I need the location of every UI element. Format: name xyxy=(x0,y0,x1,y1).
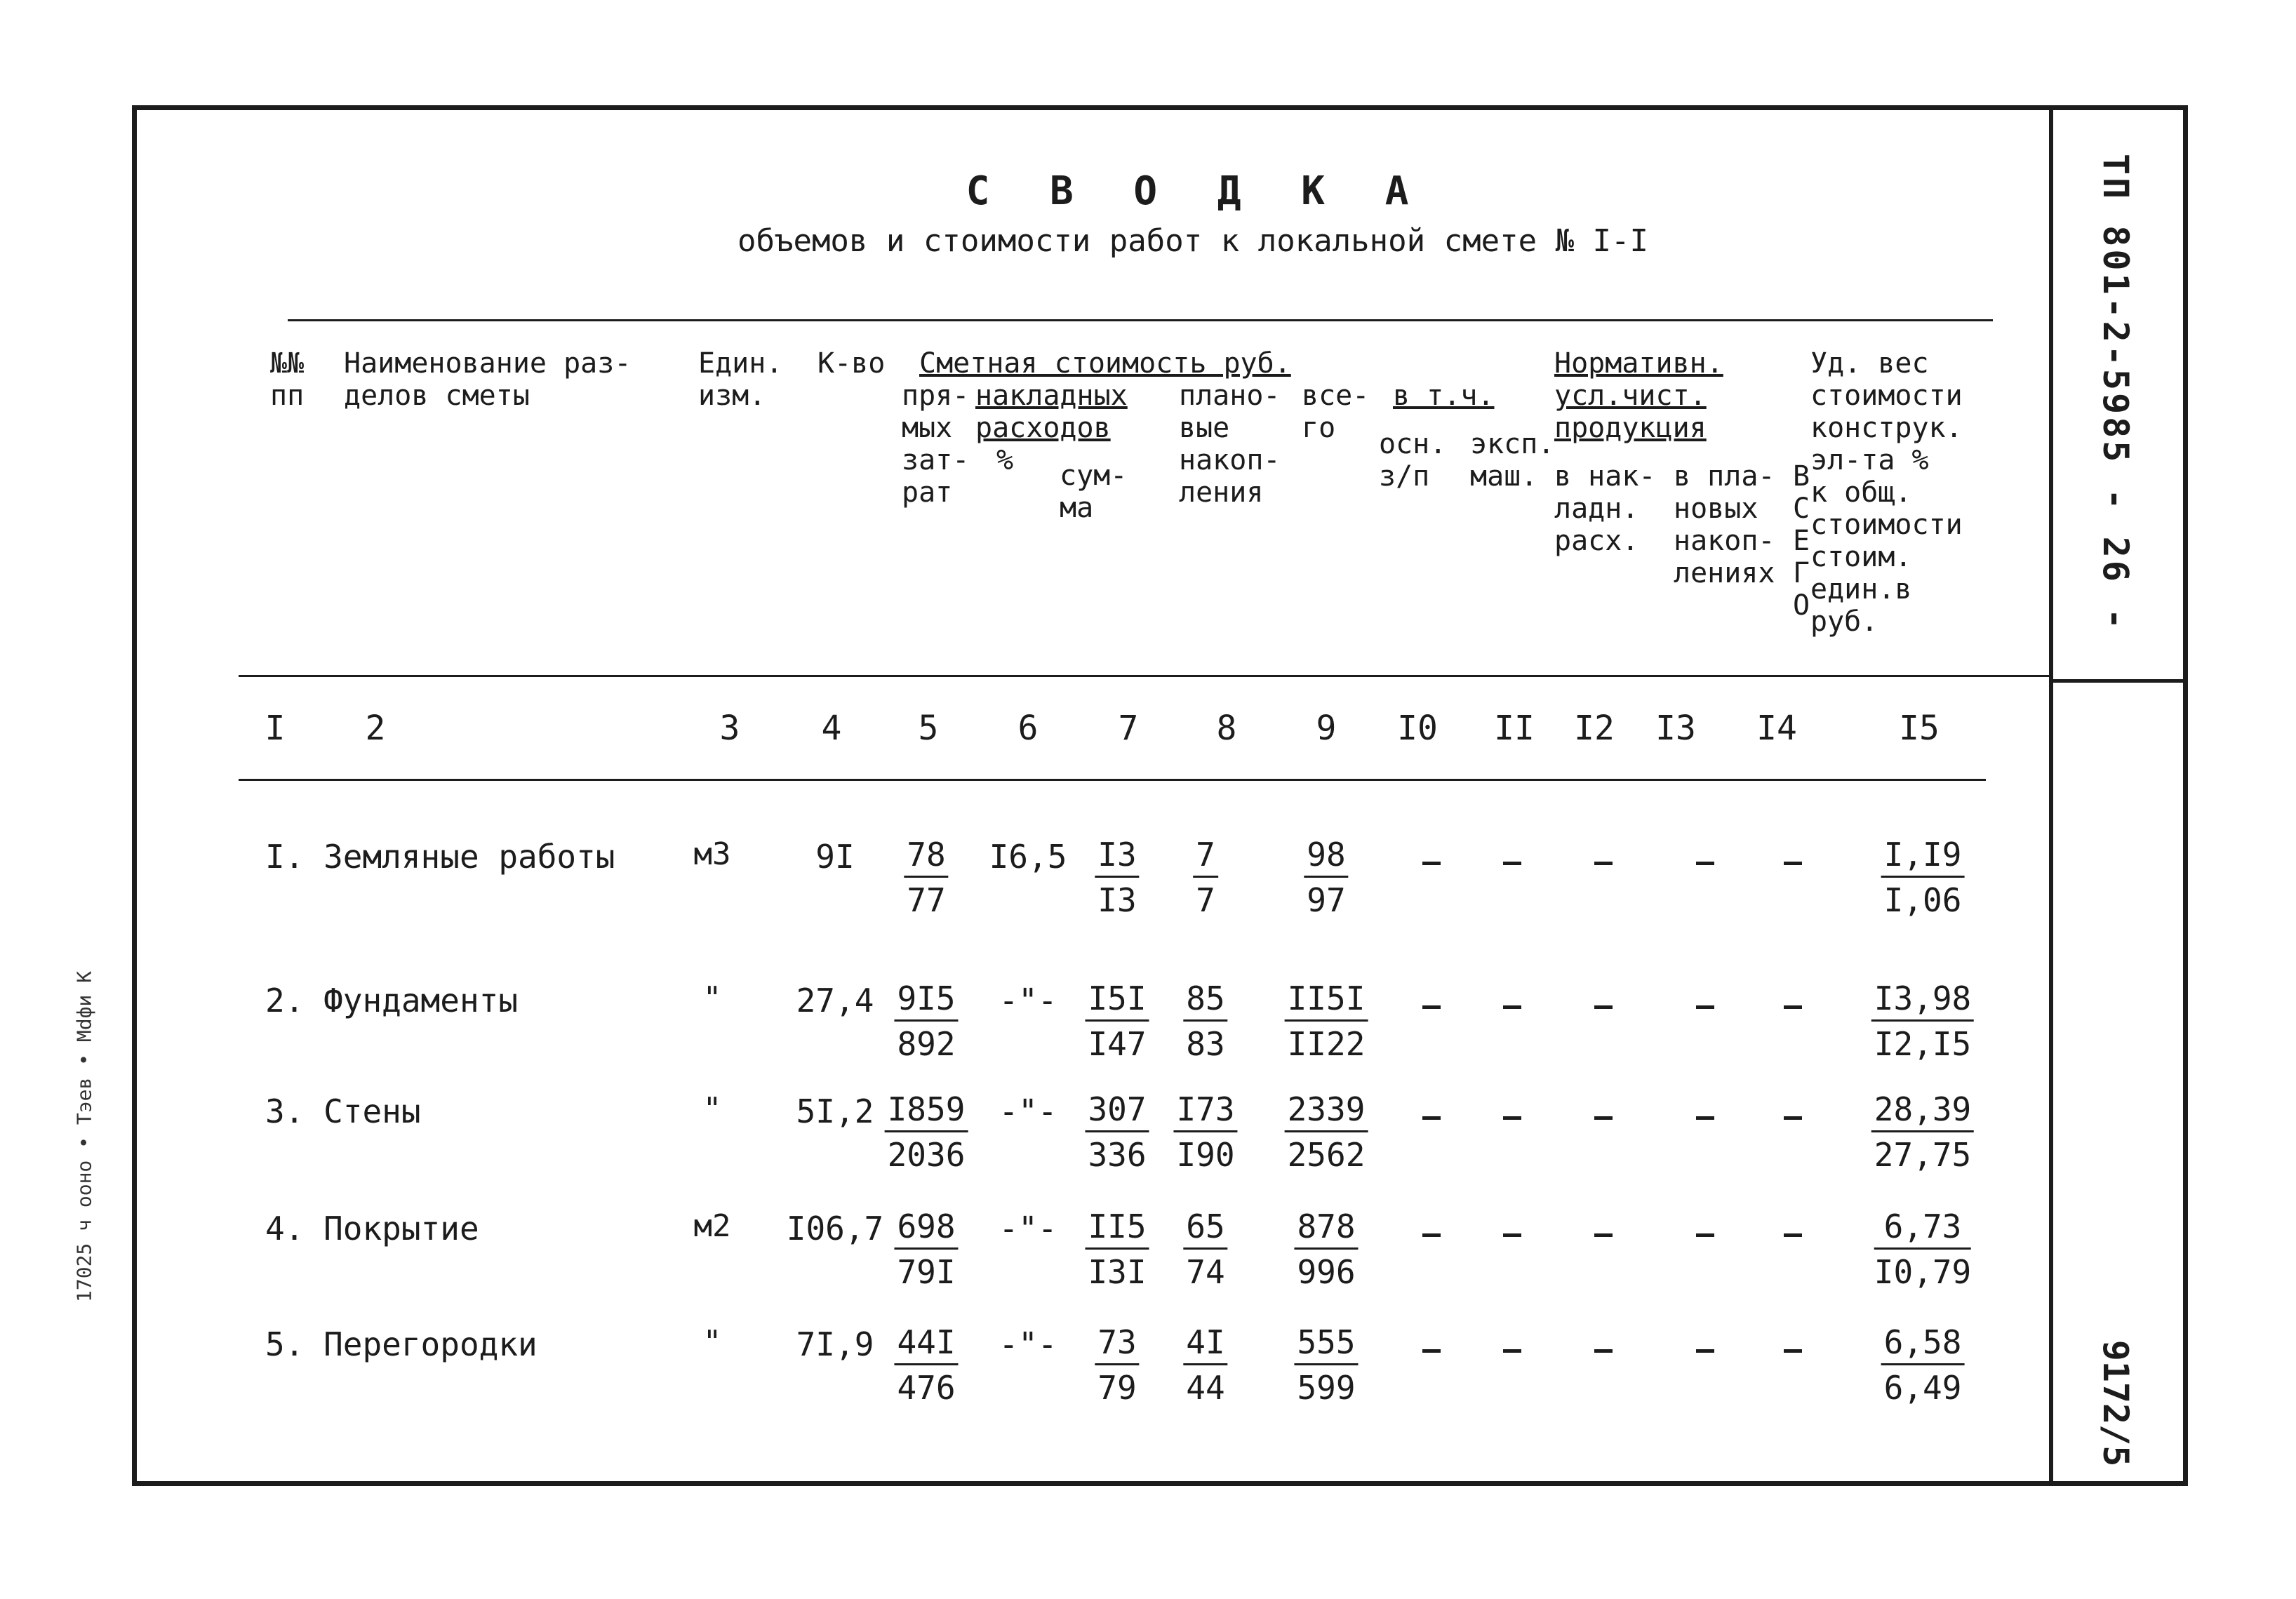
overhead-sum-cell-bottom: 336 xyxy=(1088,1136,1147,1174)
empty-dash xyxy=(1503,1116,1521,1120)
planned-savings-cell-top: 65 xyxy=(1183,1207,1227,1250)
header-col-9: все- го xyxy=(1302,380,1370,444)
header-col-8: плано- вые накоп- ления xyxy=(1179,380,1281,509)
planned-savings-cell xyxy=(1183,1207,1227,1292)
empty-dash xyxy=(1503,1233,1521,1237)
planned-savings-cell xyxy=(1193,835,1218,920)
header-col-13: в пла- новых накоп- лениях xyxy=(1674,460,1775,589)
page-subtitle: объемов и стоимости работ к локальной смете № I-I xyxy=(737,223,1649,259)
empty-dash xyxy=(1594,862,1613,865)
unit-weight-cell xyxy=(1871,1090,1974,1175)
total-cost-cell-bottom: 2562 xyxy=(1287,1136,1366,1174)
planned-savings-cell xyxy=(1173,1090,1237,1175)
section-name: 4. Покрытие xyxy=(265,1210,479,1247)
section-name: I. Земляные работы xyxy=(265,838,615,876)
header-col-2: Наименование раз- делов сметы xyxy=(344,347,632,412)
header-col-11: эксп. маш. xyxy=(1470,428,1555,493)
column-number: 9 xyxy=(1316,709,1337,748)
column-number: 5 xyxy=(918,709,939,748)
empty-dash xyxy=(1784,862,1802,865)
overhead-sum-cell xyxy=(1095,835,1139,920)
empty-dash xyxy=(1784,1116,1802,1120)
margin-stamp: 17025 ч ооно • Тэев • Мdфи К xyxy=(72,970,96,1303)
section-name: 2. Фундаменты xyxy=(265,982,519,1019)
total-cost-cell-top: 555 xyxy=(1294,1323,1358,1365)
overhead-sum-cell xyxy=(1085,979,1149,1064)
column-number: 8 xyxy=(1216,709,1237,748)
empty-dash xyxy=(1784,1233,1802,1237)
planned-savings-cell-bottom: I90 xyxy=(1176,1136,1235,1174)
direct-cost-cell-top: 78 xyxy=(904,835,948,878)
unit-weight-cell-top: 6,58 xyxy=(1881,1323,1965,1365)
unit-cell: " xyxy=(702,980,722,1016)
side-strip-divider xyxy=(2049,679,2188,683)
unit-weight-cell-bottom: I0,79 xyxy=(1874,1253,1972,1291)
quantity-cell: I06,7 xyxy=(786,1210,884,1247)
total-cost-cell xyxy=(1285,979,1368,1064)
unit-weight-cell-bottom: 27,75 xyxy=(1874,1136,1972,1174)
empty-dash xyxy=(1696,1233,1714,1237)
total-cost-cell-top: 98 xyxy=(1304,835,1348,878)
direct-cost-cell-bottom: 77 xyxy=(907,881,946,919)
empty-dash xyxy=(1594,1349,1613,1353)
header-group-overhead: накладных расходов xyxy=(975,380,1128,444)
total-cost-cell xyxy=(1294,1207,1358,1292)
direct-cost-cell-top: 9I5 xyxy=(894,979,958,1022)
overhead-sum-cell-bottom: I47 xyxy=(1088,1025,1147,1063)
planned-savings-cell-top: 85 xyxy=(1183,979,1227,1022)
empty-dash xyxy=(1594,1005,1613,1009)
overhead-sum-cell xyxy=(1085,1207,1149,1292)
quantity-cell: 5I,2 xyxy=(796,1092,874,1130)
unit-weight-cell-bottom: I2,I5 xyxy=(1874,1025,1972,1063)
quantity-cell: 27,4 xyxy=(796,982,874,1019)
empty-dash xyxy=(1503,1349,1521,1353)
header-bottom-rule xyxy=(239,675,2049,677)
empty-dash xyxy=(1784,1005,1802,1009)
planned-savings-cell-bottom: 74 xyxy=(1186,1253,1225,1291)
unit-cell: " xyxy=(702,1324,722,1360)
column-number: I4 xyxy=(1756,709,1797,748)
direct-cost-cell-bottom: 892 xyxy=(897,1025,956,1063)
empty-dash xyxy=(1422,862,1441,865)
header-col-10: осн. з/п xyxy=(1379,428,1447,493)
unit-weight-cell xyxy=(1881,1323,1965,1407)
header-col-3: Един. изм. xyxy=(698,347,783,412)
unit-cell: м3 xyxy=(693,836,731,872)
direct-cost-cell xyxy=(894,1323,958,1407)
header-col-4: К-во xyxy=(817,347,886,380)
section-name: 5. Перегородки xyxy=(265,1325,538,1363)
empty-dash xyxy=(1422,1349,1441,1353)
overhead-sum-cell-bottom: 79 xyxy=(1097,1369,1137,1407)
overhead-sum-cell-top: II5 xyxy=(1085,1207,1149,1250)
unit-weight-cell-bottom: 6,49 xyxy=(1883,1369,1962,1407)
planned-savings-cell xyxy=(1183,1323,1227,1407)
column-number: II xyxy=(1494,709,1535,748)
column-number: I2 xyxy=(1574,709,1615,748)
overhead-sum-cell-top: I3 xyxy=(1095,835,1139,878)
direct-cost-cell-top: 44I xyxy=(894,1323,958,1365)
empty-dash xyxy=(1422,1233,1441,1237)
header-col-7: сум- ма xyxy=(1060,460,1128,524)
header-group-norm: Нормативн. усл.чист. продукция xyxy=(1554,347,1723,444)
unit-cell: м2 xyxy=(693,1208,731,1244)
column-number: 3 xyxy=(719,709,740,748)
planned-savings-cell-bottom: 7 xyxy=(1196,881,1215,919)
header-col-1: №№ пп xyxy=(270,347,305,412)
empty-dash xyxy=(1594,1233,1613,1237)
direct-cost-cell xyxy=(894,1207,958,1292)
overhead-percent-cell: I6,5 xyxy=(989,838,1067,876)
unit-weight-cell-bottom: I,06 xyxy=(1883,881,1962,919)
planned-savings-cell-top: 7 xyxy=(1193,835,1218,878)
planned-savings-cell-bottom: 83 xyxy=(1186,1025,1225,1063)
header-col-5: пря- мых зат- рат xyxy=(902,380,970,509)
column-number: 6 xyxy=(1017,709,1039,748)
overhead-percent-cell: -"- xyxy=(999,982,1057,1019)
empty-dash xyxy=(1696,1116,1714,1120)
total-cost-cell xyxy=(1304,835,1348,920)
column-number: I3 xyxy=(1655,709,1696,748)
empty-dash xyxy=(1503,862,1521,865)
quantity-cell: 9I xyxy=(815,838,855,876)
empty-dash xyxy=(1594,1116,1613,1120)
unit-weight-cell-top: I,I9 xyxy=(1881,835,1965,878)
unit-weight-cell-top: I3,98 xyxy=(1871,979,1974,1022)
total-cost-cell-bottom: 996 xyxy=(1297,1253,1356,1291)
section-name: 3. Стены xyxy=(265,1092,421,1130)
overhead-percent-cell: -"- xyxy=(999,1325,1057,1363)
planned-savings-cell-top: 4I xyxy=(1183,1323,1227,1365)
total-cost-cell-bottom: II22 xyxy=(1287,1025,1366,1063)
direct-cost-cell xyxy=(904,835,948,920)
column-number: I5 xyxy=(1899,709,1940,748)
unit-weight-cell xyxy=(1874,1207,1971,1292)
column-number: 2 xyxy=(365,709,386,748)
empty-dash xyxy=(1422,1116,1441,1120)
overhead-percent-cell: -"- xyxy=(999,1092,1057,1130)
unit-weight-cell xyxy=(1881,835,1965,920)
header-col-12: в нак- ладн. расх. xyxy=(1554,460,1656,557)
planned-savings-cell-top: I73 xyxy=(1173,1090,1237,1132)
quantity-cell: 7I,9 xyxy=(796,1325,874,1363)
overhead-sum-cell xyxy=(1085,1090,1149,1175)
planned-savings-cell-bottom: 44 xyxy=(1186,1369,1225,1407)
empty-dash xyxy=(1696,862,1714,865)
header-top-rule xyxy=(288,319,1993,321)
column-number: 4 xyxy=(821,709,842,748)
total-cost-cell-bottom: 97 xyxy=(1307,881,1346,919)
direct-cost-cell xyxy=(885,1090,968,1175)
header-col-6: % xyxy=(996,444,1014,476)
direct-cost-cell-bottom: 79I xyxy=(897,1253,956,1291)
total-cost-cell-bottom: 599 xyxy=(1297,1369,1356,1407)
total-cost-cell xyxy=(1285,1090,1368,1175)
total-cost-cell-top: II5I xyxy=(1285,979,1368,1022)
overhead-sum-cell-bottom: I3 xyxy=(1097,881,1137,919)
overhead-percent-cell: -"- xyxy=(999,1210,1057,1247)
column-number: I0 xyxy=(1397,709,1438,748)
empty-dash xyxy=(1422,1005,1441,1009)
column-number: 7 xyxy=(1118,709,1139,748)
overhead-sum-cell xyxy=(1095,1323,1139,1407)
unit-cell: " xyxy=(702,1091,722,1127)
column-numbers-rule xyxy=(239,779,1986,781)
direct-cost-cell-bottom: 476 xyxy=(897,1369,956,1407)
document-number: 9172/5 xyxy=(2095,1339,2136,1467)
page-title: С В О Д К А xyxy=(966,168,1427,214)
overhead-sum-cell-top: I5I xyxy=(1085,979,1149,1022)
direct-cost-cell-bottom: 2036 xyxy=(887,1136,966,1174)
direct-cost-cell-top: 698 xyxy=(894,1207,958,1250)
total-cost-cell-top: 2339 xyxy=(1285,1090,1368,1132)
unit-weight-cell xyxy=(1871,979,1974,1064)
overhead-sum-cell-bottom: I3I xyxy=(1088,1253,1147,1291)
empty-dash xyxy=(1696,1349,1714,1353)
overhead-sum-cell-top: 307 xyxy=(1085,1090,1149,1132)
unit-weight-cell-top: 28,39 xyxy=(1871,1090,1974,1132)
header-col-14: В С Е Г О xyxy=(1793,460,1810,622)
overhead-sum-cell-top: 73 xyxy=(1095,1323,1139,1365)
header-group-incl: в т.ч. xyxy=(1393,380,1495,412)
planned-savings-cell xyxy=(1183,979,1227,1064)
total-cost-cell xyxy=(1294,1323,1358,1407)
direct-cost-cell xyxy=(894,979,958,1064)
empty-dash xyxy=(1503,1005,1521,1009)
column-number: I xyxy=(265,709,286,748)
empty-dash xyxy=(1696,1005,1714,1009)
unit-weight-cell-top: 6,73 xyxy=(1874,1207,1971,1250)
header-group-cost: Сметная стоимость руб. xyxy=(919,347,1291,380)
total-cost-cell-top: 878 xyxy=(1294,1207,1358,1250)
direct-cost-cell-top: I859 xyxy=(885,1090,968,1132)
empty-dash xyxy=(1784,1349,1802,1353)
header-col-15: Уд. вес стоимости конструк. эл-та % к общ. стоимости стоим. един.в руб. xyxy=(1810,347,1963,638)
document-code: ТП 801-2-5985 - 26 - xyxy=(2095,153,2136,633)
